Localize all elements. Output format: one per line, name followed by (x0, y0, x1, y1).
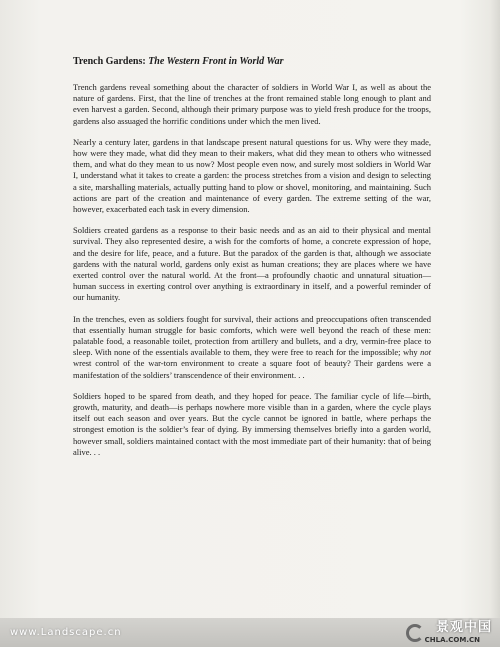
watermark-logo-text: 景观中国 (435, 620, 492, 635)
paragraph-4 (73, 314, 431, 381)
scan-edge-shadow (490, 0, 500, 618)
paragraph-4-emphasis: not (420, 347, 431, 358)
watermark-logo-url: CHLA.COM.CN (424, 636, 480, 644)
watermark-bar (0, 618, 500, 647)
paragraph-4-text-after: wrest control of the war-torn environment to create a square foot of beauty? Their gardens were a manifestation of the soldiers’ transcendence of their environment. . . (73, 358, 431, 380)
watermark-left-url: www.Landscape.cn (10, 627, 122, 638)
logo-swirl-icon (406, 624, 424, 642)
paragraph-5: Soldiers hoped to be spared from death, and they hoped for peace. The familiar cycle of life—birth, growth, maturity, and death—is perhaps nowhere more visible than in a garden, where the cycle plays itself out each season and over years. But the cycle cannot be ignored in battle, where perhaps the strongest emotion is the soldier’s fear of dying. By immersing themselves briefly into a garden world, however small, soldiers maintained contact with the most immediate part of their humanity: that of being alive. . . (73, 390, 431, 457)
paragraph-2: Nearly a century later, gardens in that landscape present natural questions for us. Why were they made, how were they made, what did they mean to their makers, what did they mean to others who witnessed them, and what do they mean to us now? Most people even now, and surely most soldiers in World War I, understand what it takes to create a garden: the process stretches from a vision and design to selecting a site, marshalling materials, actually putting hand to plow or shovel, monitoring, and maintaining. Such actions are part of the creation and maintenance of every garden. The extreme setting of the war, however, exacerbated each task in every dimension. (73, 136, 431, 215)
paragraph-3: Soldiers created gardens as a response to their basic needs and as an aid to their physical and mental survival. They also represented desire, a wish for the comforts of home, a concrete expression of hope, and the desire for life, peace, and a future. But the paradox of the garden is that, although we associate gardens with the natural world, gardens only exist as human creations; they are places where we have exerted control over the natural world. At the front—a profoundly chaotic and unnatural situation—human success in exerting control over anything is extraordinary in itself, and a powerful reminder of our humanity. (73, 225, 431, 303)
document-body (73, 56, 431, 468)
title-subtitle: The Western Front in World War (148, 56, 284, 67)
paragraph-4-text-before: In the trenches, even as soldiers fought for survival, their actions and preoccupations often transcended that essentially human struggle for basic comforts, which were well beyond the reach of these men: palatable food, a reasonable toilet, protection from artillery and bullets, and a dry, vermin-free place to sleep. With none of the essentials available to them, they were free to reach for the impossible; why (73, 313, 431, 358)
title-main: Trench Gardens: (73, 56, 146, 67)
document-title (73, 56, 431, 68)
paragraph-1: Trench gardens reveal something about the character of soldiers in World War I, as well as about the nature of gardens. First, that the line of trenches at the front remained stable long enough to plant and even harvest a garden. Second, although their primary purpose was to yield fresh produce for the troops, gardens also assuaged the horrific conditions under which the men lived. (73, 82, 431, 126)
